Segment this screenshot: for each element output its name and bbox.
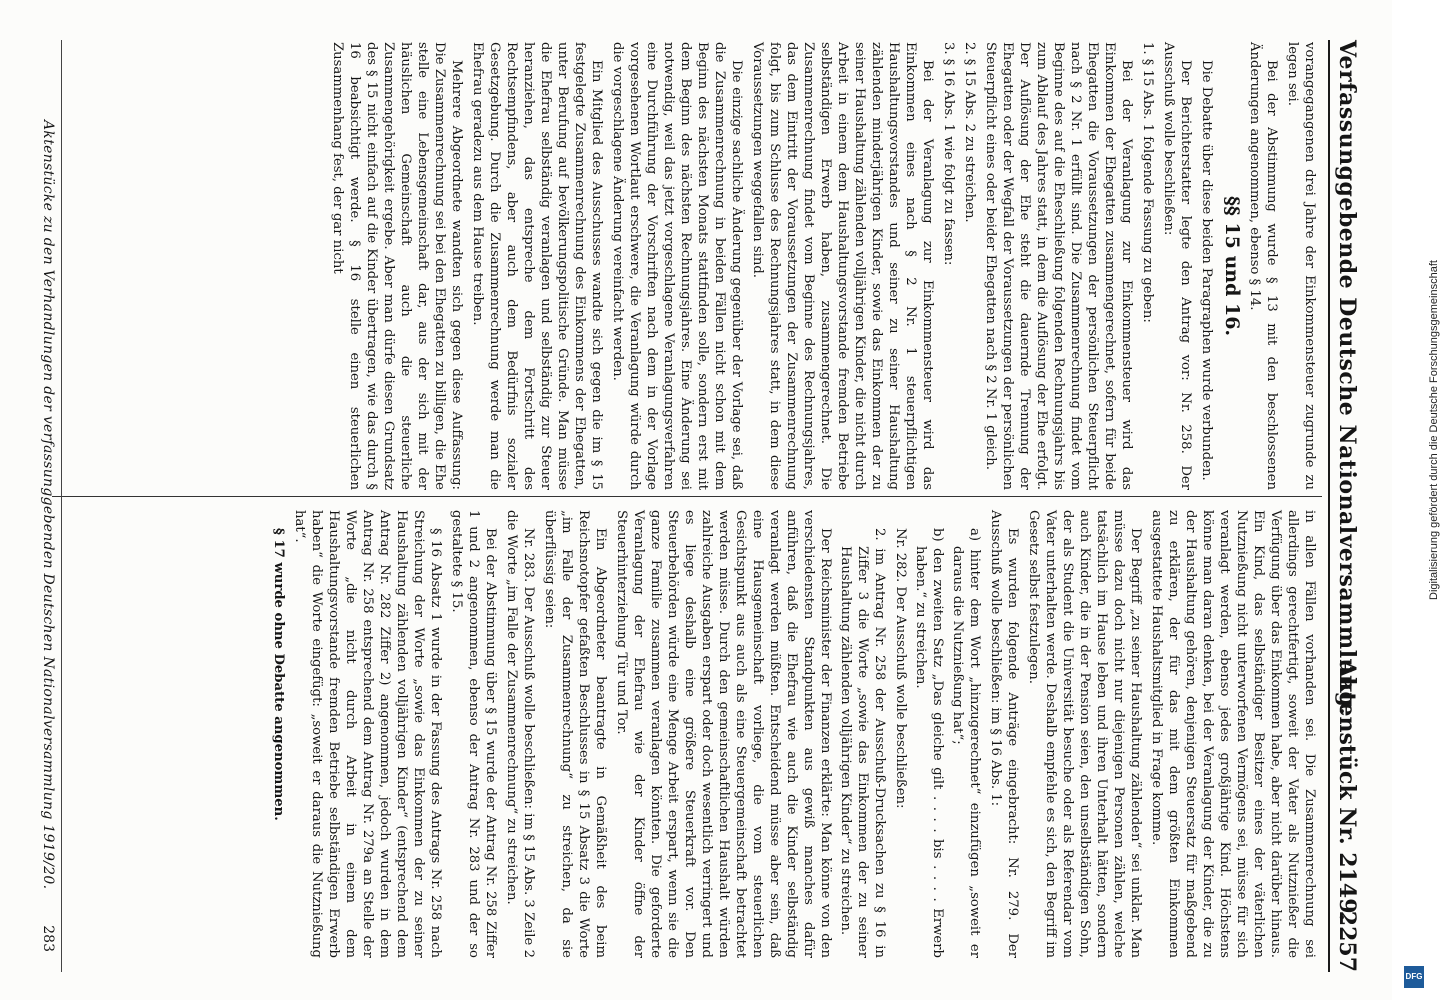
right-paragraph-9: § 16 Absatz 1 wurde in der Fassung des Antrags Nr. 258 nach Streichung der Worte „sowie das Einkommen der zu seiner Haushaltung zählenden volljährigen Kinder“ (entsprechend dem Antrag Nr. 282 Ziffer 2) angenommen, jedoch wurden in dem Antrag Nr. 258 entsprechend dem Antrag Nr. 279a an Stelle der Worte „die nicht durch Arbeit in einem dem Haushaltungsvorstande fremden Betriebe selbständigen Erwerb haben“ die Worte eingefügt: „soweit er daraus die Nutznießung hat“. (292, 510, 443, 958)
right-paragraph-1: in allen Fällen vorhanden sei. Die Zusammenrechnung sei allerdings gerechtfertigt, soweit der Vater als Nutznießer die Verfügung über das Einkommen habe, aber nicht darüber hinaus. Ein Kind, das selbständiger Besitzer eines der väterlichen Nutznießung nicht unterworfenen Vermögens sei, müsse für sich veranlagt werden, ebenso jedes großjährige Kind. Höchstens könne man daran denken, bei der Veranlagung der Kinder, die zu der Haushaltung gehören, denjenigen Steuersatz für maßgebend zu erklären, der für das mit dem größten Einkommen ausgestattete Haushaltsmitglied in Frage komme. (1149, 510, 1317, 958)
right-subitem-a: a) hinter dem Wort „hinzugerechnet“ einzufügen „soweit er daraus die Nutznießung hat“; (950, 528, 982, 958)
right-paragraph-3: Es wurden folgende Anträge eingebracht: Nr. 279. Der Ausschuß wolle beschließen: im § 16 Abs. 1: (988, 510, 1020, 958)
right-paragraph-8: Bei der Abstimmung über § 15 wurde der Antrag Nr. 258 Ziffer 1 und 2 angenommen, ebenso der Antrag Nr. 283 und der so gestaltete § 15. (449, 510, 498, 958)
left-item-2: 2. § 15 Abs. 2 zu streichen. (962, 42, 977, 223)
dfg-sidebar (1398, 0, 1440, 1000)
right-subitem-2: 2. im Antrag Nr. 258 der Ausschuß-Drucksachen zu § 16 in Ziffer 3 die Worte „sowie das Einkommen der zu seiner Haushaltung zählenden volljährigen Kinder“ zu streichen. (838, 528, 887, 958)
left-paragraph-4: Der Berichterstatter legte den Antrag vor: Nr. 258. Der Ausschuß wolle beschließen: (1161, 42, 1193, 490)
left-paragraph-7: Die einzige sachliche Änderung gegenüber der Vorlage sei, daß die Zusammenrechnung in beiden Fällen nicht schon mit dem Beginn des nächsten Monats stattfinden solle, sondern erst mit dem Beginn des nächsten Rechnungsjahres. Eine Änderung sei notwendig, weil das jetzt vorgeschlagene Veranlagungsverfahren eine Durchführung der Vorschriften nach dem in der Vorlage vorgesehenen Wortlaut erschwere, die Veranlagung würde durch die vorgeschlagene Änderung vereinfacht werden. (610, 42, 744, 490)
header-title: Verfassunggebende Deutsche Nationalversammlung. (1334, 40, 1360, 716)
footer-page-number: 283 (40, 925, 56, 952)
left-paragraph-6: Bei der Veranlagung zur Einkommensteuer wird das Einkommen eines nach § 2 Nr. 1 steuerpflichtigen Haushaltungsvorstandes und seiner zu seiner Haushaltung zählenden minderjährigen Kinder, sowie das Einkommen der zu seiner Haushaltung zählenden volljährigen Kinder, die nicht durch Arbeit in einem dem Haushaltungsvorstande fremden Betriebe selbständigen Erwerb haben, zusammengerechnet. Die Zusammenrechnung findet vom Beginne des Rechnungsjahres, das dem Eintritt der Voraussetzungen der Zusammenrechnung folgt, bis zum Schlusse des Rechnungsjahres statt, in dem diese Voraussetzungen weggefallen sind. (750, 42, 935, 490)
page-header (1328, 40, 1364, 972)
left-item-3: 3. § 16 Abs. 1 wie folgt zu fassen: (941, 42, 956, 266)
right-subitem-b: b) den zweiten Satz „Das gleiche gilt . . . . bis . . . . Erwerb haben.“ zu streichen. (913, 528, 945, 958)
dfg-credit-text: Digitalisierung gefördert durch die Deutsche Forschungsgemeinschaft (1428, 260, 1440, 600)
left-paragraph-3: Die Debatte über diese beiden Paragraphen wurde verbunden. (1199, 60, 1214, 481)
right-paragraph-10: § 17 wurde ohne Debatte angenommen. (271, 528, 286, 821)
right-paragraph-4: Nr. 282. Der Ausschuß wolle beschließen: (893, 528, 908, 809)
page-footer (37, 40, 62, 972)
header-document-number: Aktenstück Nr. 2149. (1334, 660, 1360, 922)
section-heading: §§ 15 und 16. (1221, 195, 1243, 337)
right-paragraph-5: Der Reichsminister der Finanzen erklärte: Man könne von den verschiedensten Standpunkten aus gewiß manches dafür anführen, daß die Ehefrau wie auch die Kinder selbständig veranlagt werden müßten. Entscheidend müsse aber sein, daß eine Hausgemeinschaft vorliege, die vom steuerlichen Gesichtspunkt aus auch als eine Steuergemeinschaft betrachtet werden müsse. Durch den gemeinschaftlichen Haushalt würden zahlreiche Ausgaben erspart oder doch wesentlich verringert und es liege deshalb eine größere Steuerkraft vor. Den Steuerbehörden würde eine Menge Arbeit erspart, wenn sie die ganze Familie zusammen veranlagen könnten. Die geforderte Veranlagung der Ehefrau wie der Kinder öffne der Steuerhinterziehung Tür und Tor. (614, 510, 833, 958)
left-paragraph-8: Ein Mitglied des Ausschusses wandte sich gegen die im § 15 festgelegte Zusammenrechnung des Einkommens der Ehegatten, unter Berufung auf bevölkerungspolitische Gründe. Man müsse die Ehefrau selbständig veranlagen und selbständig zur Steuer heranziehen, das entspreche dem Fortschritt des Rechtsempfindens, aber auch dem Bedürfnis sozialer Gesetzgebung. Durch die Zusammenrechnung werde man die Ehefrau geradezu aus dem Hause treiben. (470, 42, 604, 490)
left-paragraph-1: vorangegangenen drei Jahre der Einkommensteuer zugrunde zu legen sei. (1285, 42, 1317, 490)
right-column (266, 510, 1318, 958)
left-paragraph-2: Bei der Abstimmung wurde § 13 mit den beschlossenen Änderungen angenommen, ebenso § 14. (1247, 42, 1279, 490)
right-paragraph-6: Ein Abgeordneter beantragte in Gemäßheit des beim Reichsnotopfer gefaßten Beschlusses in § 15 Absatz 3 die Worte „im Falle der Zusammenrechnung“ zu streichen, da sie überflüssig seien: (542, 510, 608, 958)
left-item-1: 1. § 15 Abs. 1 folgende Fassung zu geben: (1140, 42, 1155, 323)
header-page-number: 2257 (1334, 910, 1360, 972)
left-column (325, 42, 1318, 490)
left-paragraph-9: Mehrere Abgeordnete wandten sich gegen diese Auffassung: Die Zusammenrechnung sei bei den Ehegatten zu billigen, die Ehe stelle eine Lebensgemeinschaft dar, aus der sich mit der häuslichen Gemeinschaft auch die steuerliche Zusammengehörigkeit ergebe. Aber man dürfe diesen Grundsatz des § 15 nicht einfach auf die Kinder übertragen, wie das durch § 16 beabsichtigt werde. § 16 stelle einen steuerlichen Zusammenhang fest, der gar nicht (330, 42, 464, 490)
right-paragraph-2: Der Begriff „zu seiner Haushaltung zählenden“ sei unklar. Man müsse dazu doch nicht nur diejenigen Personen zählen, welche tatsächlich im Hause leben und ihren Unterhalt hätten, sondern auch Kinder, die in der Pension seien, den unselbständigen Sohn, der als Student die Universität besuche oder als Referendar vom Vater unterhalten werde. Deshalb empfehle es sich, den Begriff im Gesetz selbst festzulegen. (1026, 510, 1143, 958)
column-divider (52, 496, 1322, 497)
footer-text: Aktenstücke zu den Verhandlungen der verfassunggebenden Deutschen Nationalversammlung 1919/20. (40, 120, 56, 890)
right-paragraph-7: Nr. 283. Der Ausschuß wolle beschließen: im § 15 Abs. 3 Zeile 2 die Worte „im Falle der Zusammenrechnung“ zu streichen. (504, 510, 536, 958)
left-paragraph-5: Bei der Veranlagung zur Einkommensteuer wird das Einkommen der Ehegatten zusammengerechnet, sofern für beide Ehegatten die Voraussetzungen der persönlichen Steuerpflicht nach § 2 Nr. 1 erfüllt sind. Die Zusammenrechnung findet vom Beginne des auf die Eheschließung folgenden Rechnungsjahrs bis zum Ablauf des Jahres statt, in dem die Auflösung der Ehe erfolgt. Der Auflösung der Ehe steht die dauernde Trennung der Ehegatten oder der Wegfall der Voraussetzungen der persönlichen Steuerpflicht eines oder beider Ehegatten nach § 2 Nr. 1 gleich. (983, 42, 1134, 490)
dfg-logo-icon: DFG (1404, 966, 1424, 988)
